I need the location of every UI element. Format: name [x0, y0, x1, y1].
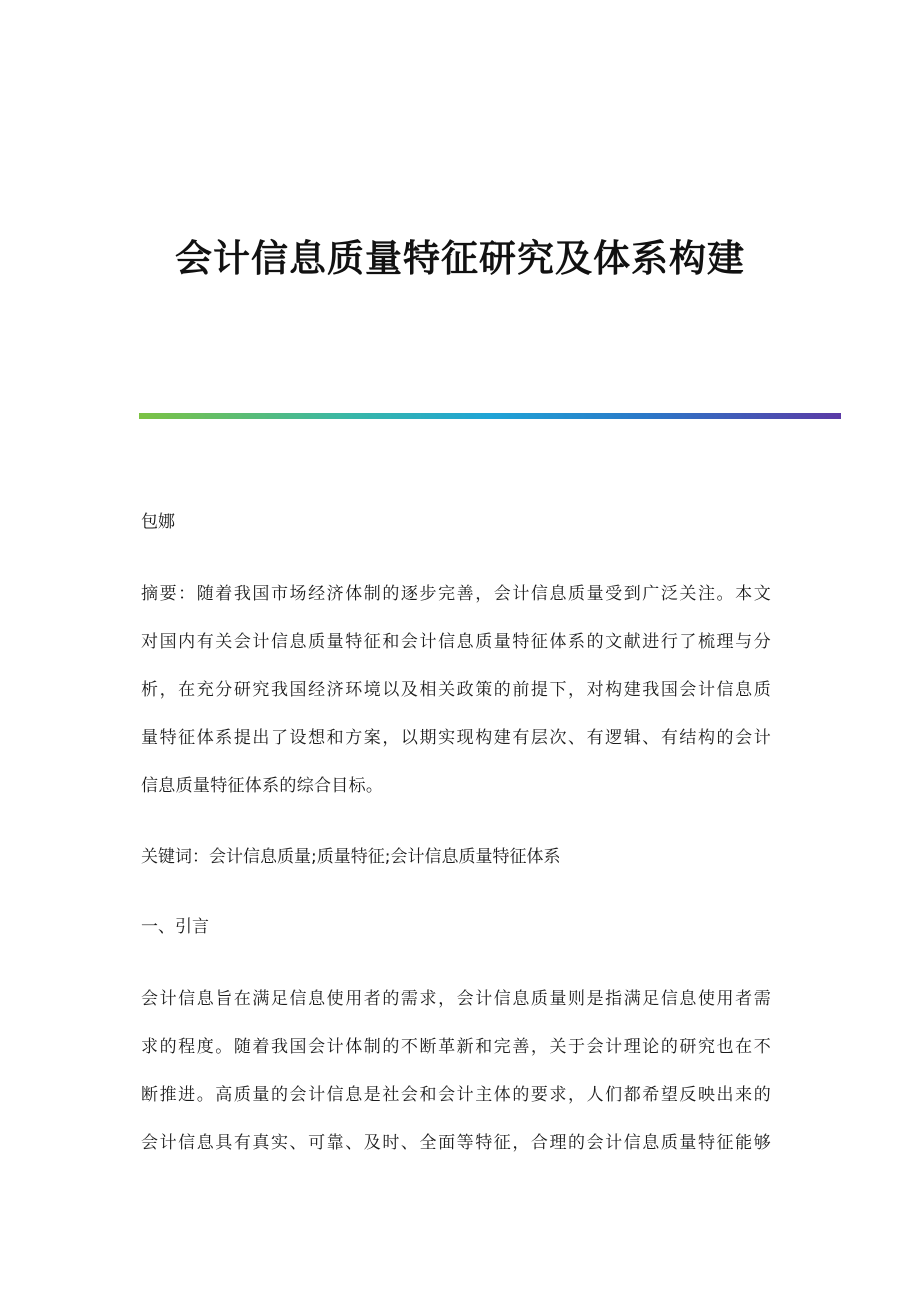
- intro-paragraph: [141, 975, 771, 1167]
- title-divider-rule: [139, 413, 841, 419]
- author-name: 包娜: [141, 512, 175, 532]
- abstract-line: 量特征体系提出了设想和方案，以期实现构建有层次、有逻辑、有结构的会计: [141, 728, 771, 748]
- keywords-line: 关键词：会计信息质量;质量特征;会计信息质量特征体系: [141, 847, 561, 867]
- section-heading: 一、引言: [141, 917, 209, 937]
- abstract-line: 析，在充分研究我国经济环境以及相关政策的前提下，对构建我国会计信息质: [141, 680, 771, 700]
- intro-line: 会计信息旨在满足信息使用者的需求，会计信息质量则是指满足信息使用者需: [141, 989, 771, 1009]
- abstract-line: 对国内有关会计信息质量特征和会计信息质量特征体系的文献进行了梳理与分: [141, 632, 771, 652]
- document-title: 会计信息质量特征研究及体系构建: [175, 237, 745, 280]
- intro-line: 求的程度。随着我国会计体制的不断革新和完善，关于会计理论的研究也在不: [141, 1037, 771, 1057]
- abstract-paragraph: [141, 570, 771, 810]
- intro-line: 断推进。高质量的会计信息是社会和会计主体的要求，人们都希望反映出来的: [141, 1085, 771, 1105]
- intro-line: 会计信息具有真实、可靠、及时、全面等特征，合理的会计信息质量特征能够: [141, 1133, 771, 1153]
- abstract-line: 摘要：随着我国市场经济体制的逐步完善，会计信息质量受到广泛关注。本文: [141, 584, 771, 604]
- abstract-line: 信息质量特征体系的综合目标。: [141, 776, 384, 796]
